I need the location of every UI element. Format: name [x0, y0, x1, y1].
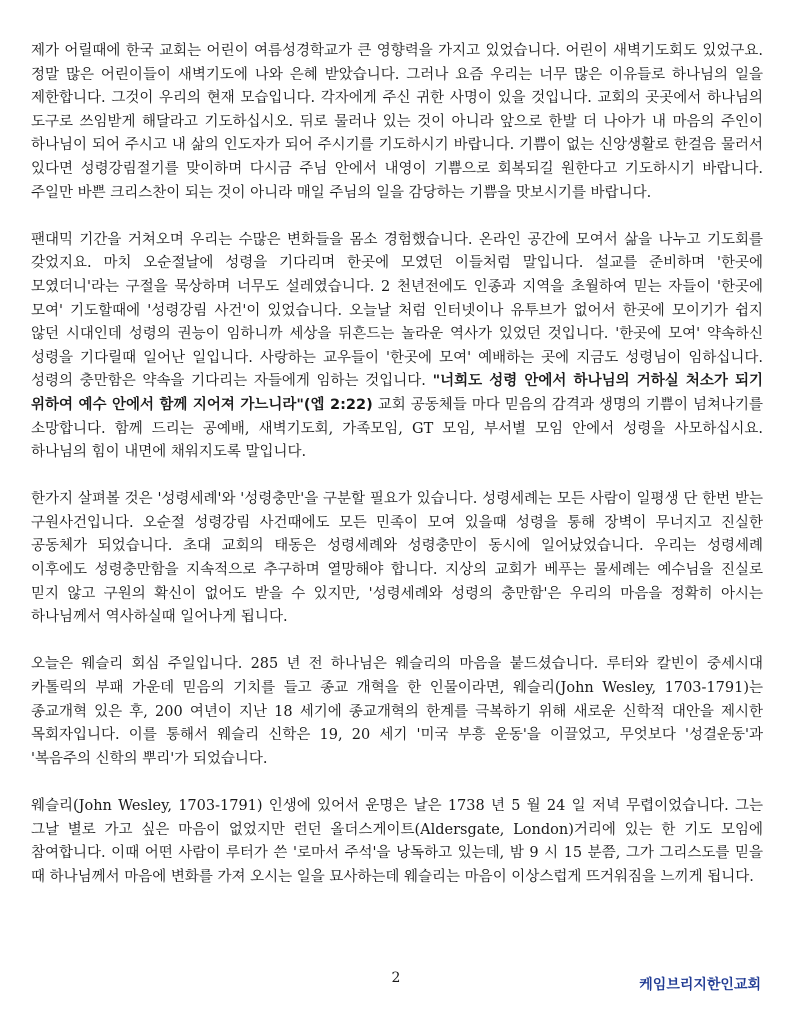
scripture-quote: "너희도 성령 안에서 하나님의 거하실 처소가 되기 위하여 예수 안에서 함께 지어져 가느니라"(엡 2:22): [31, 373, 764, 413]
paragraph-2-text-before: 팬대믹 기간을 거쳐오며 우리는 수많은 변화들을 몸소 경험했습니다. 온라인 공간에 모여서 삶을 나누고 기도회를 갖었지요. 마치 오순절날에 성령을 기다리며 한곳에 모였던 이들처럼 말입니다. 설교를 준비하며 '한곳에 모였더니'라는 구절을 묵상하며 너무도 설레였습니다. 2 천년전에도 인종과 지역을 초월하여 믿는 자들이 '한곳에 모여' 기도할때에 '성령강림 사건'이 있었습니다. 오늘날 처럼 인터넷이나 유투브가 없어서 한곳에 모이기가 쉽지 않던 시대인데 성령의 권능이 임하니까 세상을 뒤흔드는 놀라운 역사가 있었던 것입니다. '한곳에 모여' 약속하신 성령을 기다릴때 일어난 일입니다. 사랑하는 교우들이 '한곳에 모여' 예배하는 곳에 지금도 성령님이 임하십니다. 성령의 충만함은 약속을 기다리는 자들에게 임하는 것입니다.: [31, 231, 763, 390]
paragraph-2-text-after: 교회 공동체들 마다 믿음의 감격과 생명의 기쁨이 넘쳐나기를 소망합니다. 함께 드리는 공예배, 새벽기도회, 가족모임, GT 모임, 부서별 모임 안에서 성령을 사모하십시요. 하나님의 힘이 내면에 채워지도록 말입니다.: [31, 396, 763, 461]
paragraph-5-text: 웨슬리(John Wesley, 1703-1791) 인생에 있어서 운명은 날은 1738 년 5 월 24 일 저녁 무렵이었습니다. 그는 그날 별로 가고 싶은 마음이 없었지만 런던 올더스게이트(Aldersgate, London)거리에 있는 한 기도 모임에 참여합니다. 이때 어떤 사람이 루터가 쓴 '로마서 주석'을 낭독하고 있는데, 밤 9 시 15 분쯤, 그가 그리스도를 믿을 때 하나님께서 마음에 변화를 가져 오시는 일을 묘사하는데 웨슬리는 마음이 이상스럽게 뜨거워짐을 느끼게 됩니다.: [31, 798, 763, 885]
paragraph-3-text: 한가지 살펴볼 것은 '성령세례'와 '성령충만'을 구분할 필요가 있습니다. 성령세례는 모든 사람이 일평생 단 한번 받는 구원사건입니다. 오순절 성령강림 사건때에도 모든 민족이 모여 있을때 성령을 통해 장벽이 무너지고 진실한 공동체가 되었습니다. 초대 교회의 태동은 성령세례와 성령충만이 동시에 일어났었습니다. 우리는 성령세례 이후에도 성령충만함을 지속적으로 추구하며 열망해야 합니다. 지상의 교회가 베푸는 물세례는 예수님을 진실로 믿지 않고 구원의 확신이 없어도 받을 수 있지만, '성령세례와 성령의 충만함'은 우리의 마음을 정확히 아시는 하나님께서 역사하실때 일어나게 됩니다.: [31, 491, 763, 626]
paragraph-3: [31, 488, 763, 630]
paragraph-1-text: 제가 어릴때에 한국 교회는 어린이 여름성경학교가 큰 영향력을 가지고 있었습니다. 어린이 새벽기도회도 있었구요. 정말 많은 어린이들이 새벽기도에 나와 은혜 받았습니다. 그러나 요즘 우리는 너무 많은 이유들로 하나님의 일을 제한합니다. 그것이 우리의 현재 모습입니다. 각자에게 주신 귀한 사명이 있을 것입니다. 교회의 곳곳에서 하나님의 도구로 쓰임받게 해달라고 기도하십시오. 뒤로 물러나 있는 것이 아니라 앞으로 한발 더 나아가 내 마음의 주인이 하나님이 되어 주시고 내 삶의 인도자가 되어 주시기를 기도하시기 바랍니다. 기쁨이 없는 신앙생활로 한걸음 물러서 있다면 성령강림절기를 맞이하며 다시금 주님 안에서 내영이 기쁨으로 회복되길 원한다고 기도하시기 바랍니다. 주일만 바쁜 크리스찬이 되는 것이 아니라 매일 주님의 일을 감당하는 기쁨을 맛보시기를 바랍니다.: [31, 43, 763, 201]
paragraph-4-text: 오늘은 웨슬리 회심 주일입니다. 285 년 전 하나님은 웨슬리의 마음을 붙드셨습니다. 루터와 칼빈이 중세시대 카톨릭의 부패 가운데 믿음의 기치를 들고 종교 개혁을 한 인물이라면, 웨슬리(John Wesley, 1703-1791)는 종교개혁 있은 후, 200 여년이 지난 18 세기에 종교개혁의 한계를 극복하기 위해 새로운 신학적 대안을 제시한 목회자입니다. 이를 통해서 웨슬리 신학은 19, 20 세기 '미국 부흥 운동'을 이끌었고, 무엇보다 '성결운동'과 '복음주의 신학의 뿌리'가 되었습니다.: [31, 656, 763, 767]
document-body: [31, 40, 763, 889]
paragraph-4: [31, 653, 763, 771]
paragraph-5: [31, 795, 763, 889]
page-number: 2: [391, 970, 401, 986]
paragraph-1: [31, 40, 763, 205]
paragraph-2: [31, 229, 763, 465]
church-name-footer: 케임브리지한인교회: [639, 977, 761, 993]
